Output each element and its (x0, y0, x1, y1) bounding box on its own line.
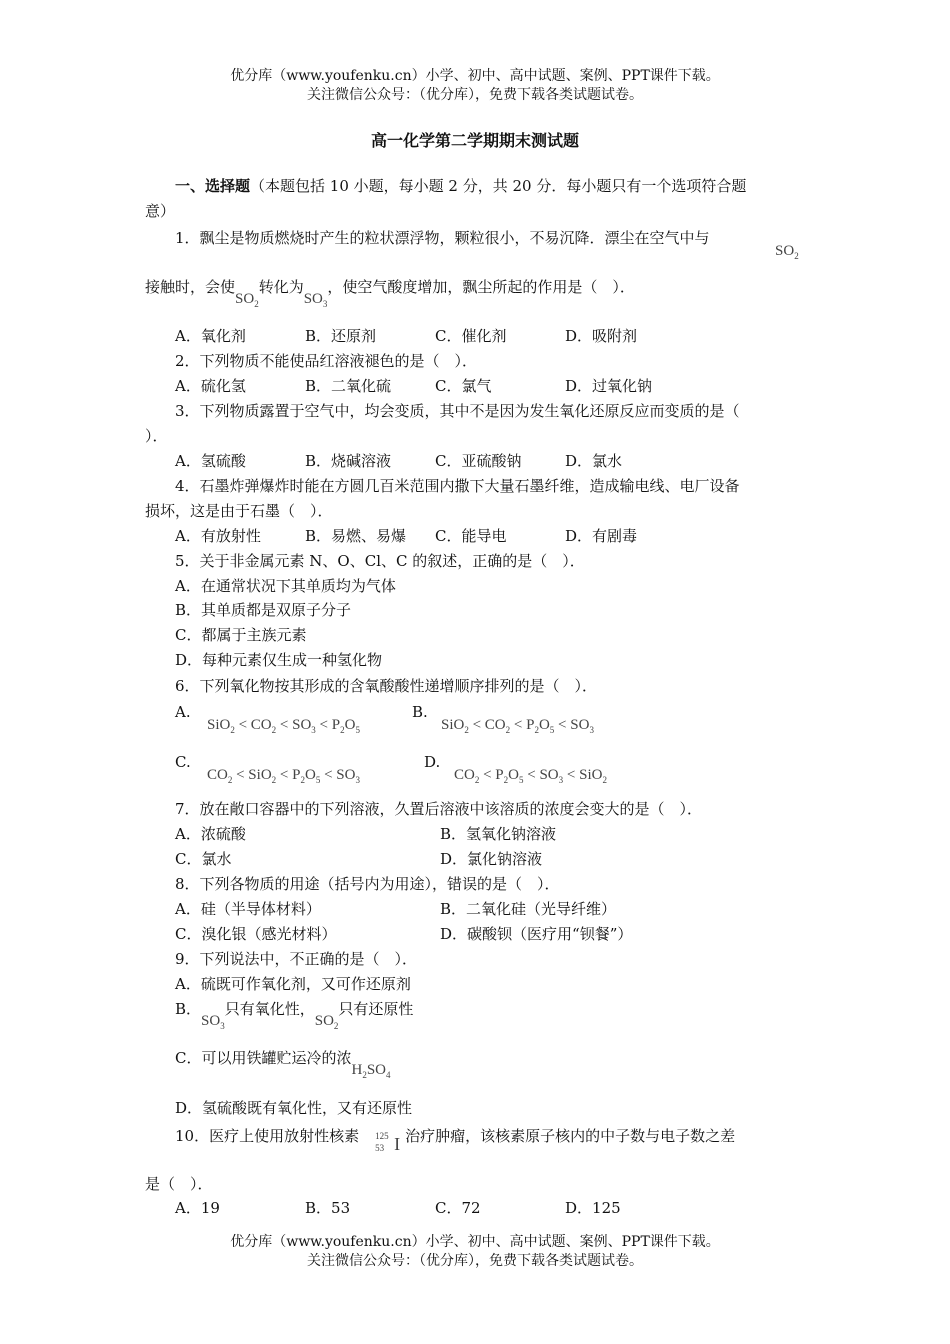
option-d[interactable]: D．每种元素仅生成一种氢化物 (175, 651, 383, 669)
option-b[interactable] (175, 999, 414, 1031)
option-b[interactable]: B．二氧化硫 (305, 377, 392, 395)
option-a[interactable]: A．硫既可作氧化剂，又可作还原剂 (175, 975, 411, 993)
q5-stem: 5．关于非金属元素 N、O、Cl、C 的叙述，正确的是（ ）． (175, 552, 585, 570)
formula-so3: $SO_3$ (201, 1013, 225, 1031)
footer-line-1: 优分库（www.youfenku.cn）小学、初中、高中试题、案例、PPT课件下载。 (230, 1234, 720, 1250)
q8-options-row-2 (175, 924, 632, 944)
q9-b-end: 只有还原性 (338, 1000, 414, 1018)
option-b[interactable]: B．还原剂 (305, 327, 377, 345)
option-c[interactable] (175, 1048, 391, 1080)
section-note: （本题包括 10 小题，每小题 2 分，共 20 分．每小题只有一个选项符合题 (250, 177, 747, 195)
option-a[interactable]: A．在通常状况下其单质均为气体 (175, 577, 396, 595)
option-b[interactable]: B．氢氧化钠溶液 (440, 825, 557, 843)
option-d[interactable]: D．有剧毒 (565, 527, 638, 545)
header-line-2: 关注微信公众号：（优分库），免费下载各类试题试卷。 (307, 87, 643, 103)
option-b[interactable]: B．二氧化硅（光导纤维） (440, 900, 617, 918)
q9-c-text: C．可以用铁罐贮运冷的浓 (175, 1049, 352, 1067)
q9-b-mid: 只有氧化性， (224, 1000, 315, 1018)
option-d[interactable]: D．125 (565, 1199, 621, 1217)
formula-so2: $SO_2$ (775, 243, 799, 261)
option-a[interactable]: A．氧化剂 (175, 327, 246, 345)
section-note-cont: 意） (145, 202, 176, 220)
q6-option-d-formula[interactable]: $CO_2 < P_2O_5 < SO_3 < SiO_2$ (454, 767, 607, 785)
option-d[interactable]: D．氯化钠溶液 (440, 850, 543, 868)
q2-stem: 2．下列物质不能使品红溶液褪色的是（ ）． (175, 352, 478, 370)
option-b[interactable]: B．烧碱溶液 (305, 452, 392, 470)
option-a[interactable]: A．氢硫酸 (175, 452, 246, 470)
option-d[interactable]: D．碳酸钡（医疗用“钡餐”） (440, 925, 633, 943)
q10-text-b: 治疗肿瘤，该核素原子核内的中子数与电子数之差 (405, 1127, 736, 1145)
footer-line-2: 关注微信公众号：（优分库），免费下载各类试题试卷。 (307, 1253, 643, 1269)
option-c[interactable]: C．氯气 (435, 377, 492, 395)
section-label: 一、选择题 (175, 177, 251, 195)
q4-stem: 4．石墨炸弹爆炸时能在方圆几百米范围内撒下大量石墨纤维，造成输电线、电厂设备 (175, 477, 740, 495)
option-b[interactable]: B．53 (305, 1199, 351, 1217)
q6-option-d-label[interactable]: D. (424, 753, 441, 771)
option-b[interactable]: B．易燃、易爆 (305, 527, 407, 545)
option-d[interactable]: D．氯水 (565, 452, 623, 470)
q1-stem-cont (145, 277, 635, 309)
option-c[interactable]: C．亚硫酸钠 (435, 452, 522, 470)
q9-stem: 9．下列说法中，不正确的是（ ）． (175, 950, 418, 968)
option-c[interactable]: C．能导电 (435, 527, 507, 545)
q10-stem (175, 1126, 736, 1154)
option-d[interactable]: D．过氧化钠 (565, 377, 653, 395)
option-c[interactable]: C．都属于主族元素 (175, 626, 307, 644)
q1-stem: 1．飘尘是物质燃烧时产生的粒状漂浮物，颗粒很小，不易沉降．漂尘在空气中与 (175, 229, 710, 247)
q2-options (175, 376, 695, 396)
nuclide-i125: 125 53 I (375, 1131, 401, 1154)
page-title: 高一化学第二学期期末测试题 (370, 131, 579, 150)
option-a[interactable]: A．硫化氢 (175, 377, 246, 395)
q8-options-row-1 (175, 899, 616, 919)
q4-stem-cont: 损坏，这是由于石墨（ ）． (145, 502, 333, 520)
section-heading (175, 176, 746, 196)
q4-options (175, 526, 695, 546)
option-a[interactable]: A．有放射性 (175, 527, 261, 545)
option-a[interactable]: A．硅（半导体材料） (175, 900, 321, 918)
q1-text-a: 接触时，会使 (145, 278, 236, 296)
option-a[interactable]: A．浓硫酸 (175, 825, 246, 843)
option-b[interactable]: B．其单质都是双原子分子 (175, 601, 352, 619)
q6-option-b-label[interactable]: B. (412, 703, 428, 721)
q3-stem: 3．下列物质露置于空气中，均会变质，其中不是因为发生氧化还原反应而变质的是（ (175, 402, 740, 420)
formula-so3: $SO_3$ (303, 291, 328, 309)
q6-option-c-label[interactable]: C. (175, 753, 191, 771)
q7-options-row-2 (175, 849, 542, 869)
formula-h2so4: $H_2SO_4$ (351, 1062, 391, 1080)
q10-options (175, 1198, 695, 1218)
formula-so2: $SO_2$ (235, 291, 259, 309)
q6-stem: 6．下列氧化物按其形成的含氧酸酸性递增顺序排列的是（ ）． (175, 677, 598, 695)
q6-option-c-formula[interactable]: $CO_2 < SiO_2 < P_2O_5 < SO_3$ (207, 767, 360, 785)
q7-options-row-1 (175, 824, 556, 844)
option-c[interactable]: C．溴化银（感光材料） (175, 925, 337, 943)
q3-options (175, 451, 695, 471)
formula-so2: $SO_2$ (314, 1013, 339, 1031)
q10-stem-cont: 是（ ）． (145, 1175, 213, 1193)
option-c[interactable]: C．氯水 (175, 850, 232, 868)
option-d[interactable]: D．吸附剂 (565, 327, 638, 345)
option-a[interactable]: A．19 (175, 1199, 220, 1217)
option-c[interactable]: C．72 (435, 1199, 481, 1217)
q6-option-b-formula[interactable]: $SiO_2 < CO_2 < P_2O_5 < SO_3$ (441, 717, 594, 735)
q10-text-a: 10．医疗上使用放射性核素 (175, 1127, 360, 1145)
option-c[interactable]: C．催化剂 (435, 327, 507, 345)
q7-stem: 7．放在敞口容器中的下列溶液，久置后溶液中该溶质的浓度会变大的是（ ）． (175, 800, 703, 818)
q3-stem-cont: ）． (145, 427, 168, 445)
option-d[interactable]: D．氢硫酸既有氧化性，又有还原性 (175, 1099, 413, 1117)
header-line-1: 优分库（www.youfenku.cn）小学、初中、高中试题、案例、PPT课件下载。 (230, 68, 720, 84)
q9-b-label: B． (175, 1000, 202, 1018)
q8-stem: 8．下列各物质的用途（括号内为用途），错误的是（ ）． (175, 875, 560, 893)
q1-text-c: ，使空气酸度增加，飘尘所起的作用是（ ）． (327, 278, 635, 296)
q1-options (175, 326, 695, 346)
q1-text-b: 转化为 (258, 278, 304, 296)
q6-option-a-label[interactable]: A. (175, 703, 191, 721)
q6-option-a-formula[interactable]: $SiO_2 < CO_2 < SO_3 < P_2O_5$ (207, 717, 360, 735)
